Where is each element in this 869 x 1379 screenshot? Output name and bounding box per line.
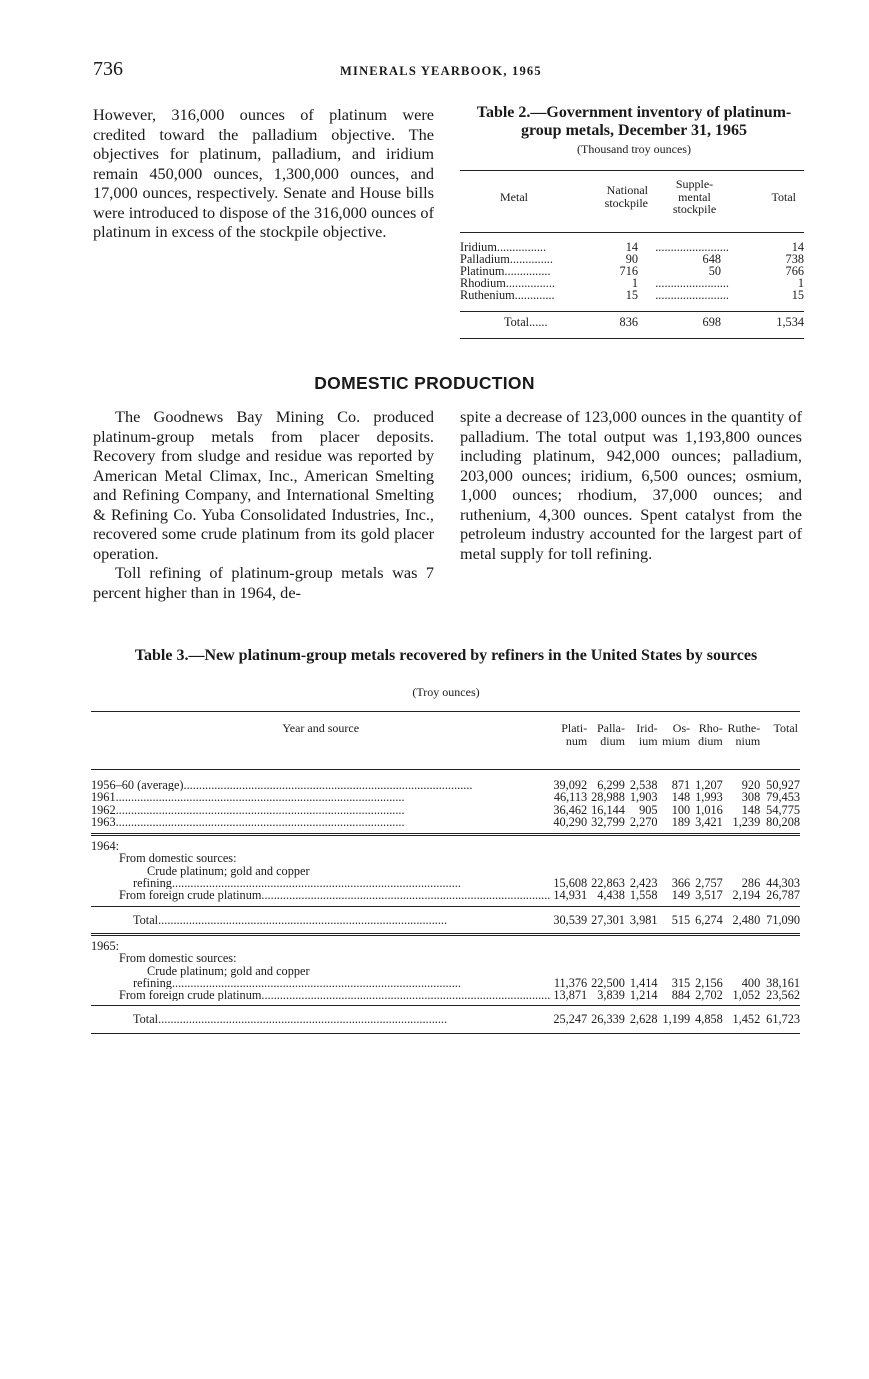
table3-label: refining.............................................................................................. (133, 976, 461, 990)
table3-value: 189 (671, 814, 691, 829)
table3-value: 54,775 (766, 802, 800, 817)
table-row (91, 804, 800, 816)
table3-value: 3,839 (597, 988, 625, 1003)
table3-value: 1,414 (629, 975, 658, 990)
production-left-column (93, 407, 434, 602)
table-row: Platinum............... 716 50 766 (460, 263, 804, 278)
table3-units: (Troy ounces) (412, 685, 480, 699)
running-title: MINERALS YEARBOOK, 1965 (340, 64, 542, 78)
table3-value: 3,981 (629, 912, 658, 927)
table3-value: 1,452 (732, 1012, 761, 1027)
table3-value: 16,144 (591, 802, 625, 817)
table3-label-text: 1961 (91, 791, 116, 804)
section-heading (0, 373, 869, 394)
table3-header-ruthenium: Ruthe- nium (727, 721, 761, 748)
table3-label: 1961.............................................................................................. (91, 791, 405, 804)
table2-total-national: 836 (568, 311, 654, 338)
table3-label-text: From foreign crude platinum (119, 989, 262, 1002)
table2-metal: Palladium (460, 252, 510, 265)
table2-national: 1 (631, 275, 638, 290)
table3-label: 1956–60 (average).............................................................................................. (91, 779, 473, 792)
table2-supplemental: ........................ (655, 276, 729, 289)
table2-total-supplemental: 698 (654, 311, 729, 338)
table3-value: 80,208 (766, 814, 800, 829)
table-row (91, 914, 800, 926)
table3-label-text: Total (133, 1013, 159, 1026)
table2-total-label: Total (504, 314, 530, 329)
table-row (91, 865, 800, 877)
table3-label: 1962.............................................................................................. (91, 803, 405, 816)
table2-supplemental: ........................ (655, 288, 729, 301)
table3-value: 884 (671, 988, 691, 1003)
table-row (91, 1013, 800, 1025)
table3-label-text: refining (133, 877, 172, 890)
table3-value: 1,016 (695, 802, 723, 817)
table2-metal: Platinum (460, 264, 505, 277)
table2-metal: Rhodium (460, 276, 506, 289)
table-row: Palladium.............. 90 648 738 (460, 251, 804, 266)
table3-value: 6,299 (597, 778, 625, 792)
table-row (91, 791, 800, 803)
table3-label: Total.............................................................................................. (133, 913, 448, 926)
table3-value: 2,538 (629, 778, 658, 792)
table3-value: 1,993 (695, 790, 723, 805)
table2-national: 716 (619, 263, 638, 278)
table-spacer (91, 770, 800, 780)
table3-value: 32,799 (591, 814, 625, 829)
table3-value: 3,421 (695, 814, 723, 829)
table3-value: 46,113 (553, 790, 588, 805)
table3-label-text: 1963 (91, 815, 116, 829)
table3-value: 3,517 (695, 888, 723, 903)
table-spacer (91, 1006, 800, 1014)
table-spacer (91, 1033, 800, 1036)
table3-value: 2,480 (732, 912, 761, 927)
table3-header-source: Year and source (282, 721, 360, 735)
table3-header-iridium: Irid- ium (636, 721, 658, 748)
table3-label: refining.............................................................................................. (133, 877, 461, 890)
table3-value: 1,903 (629, 790, 658, 805)
table2-national: 15 (625, 287, 638, 302)
table-row: Rhodium................ 1 ........................ 1 (460, 275, 804, 290)
table3-value: 400 (741, 975, 761, 990)
table2-national: 90 (625, 251, 638, 266)
table3-value: 4,438 (597, 888, 625, 903)
table3-value: 905 (639, 802, 658, 817)
table3-value: 28,988 (591, 790, 625, 805)
table3-value: 2,156 (695, 975, 723, 990)
table3-value: 1,052 (732, 988, 761, 1003)
table3-value: 22,500 (591, 975, 625, 990)
table2-national: 14 (625, 239, 638, 254)
table2-supplemental: 648 (702, 251, 721, 266)
table-spacer (91, 906, 800, 914)
table3-value: 100 (671, 802, 691, 817)
table3-value: 40,290 (553, 814, 588, 829)
table-row (91, 852, 800, 864)
table2-metal: Iridium (460, 240, 497, 253)
table3-value: 71,090 (766, 912, 800, 927)
table-row (91, 977, 800, 989)
table-row (91, 989, 800, 1001)
table3-value: 26,339 (591, 1012, 625, 1027)
table3-value: 315 (671, 975, 691, 990)
table-spacer (91, 1026, 800, 1034)
table3-value: 366 (671, 876, 691, 891)
table3-value: 30,539 (553, 912, 588, 927)
table3-value: 79,453 (766, 790, 800, 805)
table3-value: 36,462 (553, 802, 588, 817)
table3-header-total: Total (773, 721, 798, 735)
table3-value: 2,757 (695, 876, 723, 891)
table3-value: 286 (741, 876, 761, 891)
table2-total: 15 (791, 287, 804, 302)
production-paragraph-2: Toll refining of platinum-group metals was 7 percent higher than in 1964, de- (93, 563, 434, 602)
production-paragraph-continued: spite a decrease of 123,000 ounces in the quantity of palladium. The total output was 1,193,800 ounces including platinum, 942,000 ounces; palladium, 203,000 ounces; iridium, 6,500 ounces; osmium, 1,000 ounces; rhodium, 37,000 ounces; and ruthenium, 4,300 ounces. Spent catalyst from the petroleum industry accounted for the largest part of metal supply for toll refining. (460, 407, 802, 563)
table2-supplemental: 50 (708, 263, 721, 278)
table3-label: Total.............................................................................................. (133, 1013, 448, 1026)
table3-value: 2,702 (695, 988, 723, 1003)
table3-value: 13,871 (553, 988, 588, 1003)
table3-value: 308 (741, 790, 761, 805)
table-row (91, 877, 800, 889)
table3-value: 2,194 (732, 888, 761, 903)
table3-label-text: From foreign crude platinum (119, 889, 262, 902)
table3-value: 50,927 (766, 778, 800, 792)
table-row: Ruthenium............. 15 ........................ 15 (460, 287, 804, 302)
table3-value: 148 (741, 802, 761, 817)
table3-label-text: 1956–60 (average) (91, 779, 184, 792)
table2-header-metal: Metal (500, 189, 528, 204)
intro-column (93, 105, 434, 242)
table3-value: 2,628 (629, 1012, 658, 1027)
table3-value: 38,161 (766, 975, 800, 990)
table2-total-row: Total...... 836 698 1,534 (460, 311, 804, 338)
table2 (460, 170, 804, 339)
table3-value: 871 (671, 778, 691, 792)
table-row (91, 816, 800, 828)
table2-total: 14 (791, 239, 804, 254)
table3-header-palladium: Palla- dium (596, 721, 625, 748)
table3-label-text: 1962 (91, 803, 116, 816)
table3-value: 14,931 (553, 888, 588, 903)
table3-value: 22,863 (591, 876, 625, 891)
table2-total: 766 (785, 263, 804, 278)
table3-group-label: Crude platinum; gold and copper (147, 963, 310, 978)
table3-value: 148 (671, 790, 691, 805)
table2-bottom-rule (460, 338, 804, 339)
table3-value: 27,301 (591, 912, 625, 927)
table3-header-rhodium: Rho- dium (698, 721, 723, 748)
table3-value: 44,303 (766, 876, 800, 891)
table-spacer (91, 926, 800, 935)
table-row (91, 779, 800, 791)
page-number: 736 (93, 58, 123, 80)
table3-header-osmium: Os- mium (662, 721, 691, 748)
table3-value: 23,562 (766, 988, 800, 1003)
table-row (91, 952, 800, 964)
table2-total: 738 (785, 251, 804, 266)
table3-value: 26,787 (766, 888, 800, 903)
production-right-column (460, 407, 802, 563)
table3-value: 920 (741, 778, 761, 792)
table3-group-label: 1964: (91, 839, 120, 854)
table-row (91, 889, 800, 901)
table3-group-label: Crude platinum; gold and copper (147, 863, 310, 878)
table3-value: 1,207 (695, 778, 723, 792)
table3-value: 39,092 (553, 778, 588, 792)
table3-label-text: Total (133, 913, 159, 926)
table3-value: 2,270 (629, 814, 658, 829)
table3-value: 4,858 (695, 1012, 723, 1027)
table2-total-total: 1,534 (729, 311, 804, 338)
table3-value: 6,274 (695, 912, 723, 927)
table3-label: 1963.............................................................................................. (91, 815, 405, 829)
table3-value: 149 (671, 888, 691, 903)
table3-group-label: 1965: (91, 938, 120, 953)
production-paragraph-1: The Goodnews Bay Mining Co. produced platinum-group metals from placer deposits. Recovery from sludge and residue was reported by American Metal Climax, Inc., American Smelting and Refining Company, and International Smelting & Refining Co. Yuba Consolidated Industries, Inc., recovered some crude platinum from its gold placer operation. (93, 407, 434, 563)
table2-metal: Ruthenium (460, 288, 515, 301)
table3-value: 1,558 (629, 888, 658, 903)
table3-value: 1,199 (662, 1012, 691, 1027)
table3-value: 2,423 (629, 876, 658, 891)
table3 (91, 711, 800, 1036)
table3-group-label: From domestic sources: (119, 951, 237, 966)
table3-value: 1,214 (629, 988, 658, 1003)
intro-paragraph: However, 316,000 ounces of platinum were credited toward the palladium objective. The objectives for platinum, palladium, and iridium remain 450,000 ounces, 1,300,000 ounces, and 17,000 ounces, respectively. Senate and House bills were introduced to dispose of the 316,000 ounces of platinum in excess of the stockpile objective. (93, 105, 434, 241)
table3-label: From foreign crude platinum.............................................................................................. (119, 989, 551, 1002)
table3-value: 1,239 (732, 814, 761, 829)
table2-header-national: National stockpile (604, 183, 648, 210)
table3-value: 11,376 (553, 975, 588, 990)
table2-title: Table 2.—Government inventory of platinum-group metals, December 31, 1965 (476, 104, 792, 139)
table-row: Iridium................ 14 ........................ 14 (460, 239, 804, 254)
table3-label: From foreign crude platinum.............................................................................................. (119, 889, 551, 902)
table3-title: Table 3.—New platinum-group metals recovered by refiners in the United States by sources (134, 647, 758, 664)
table3-group-label: From domestic sources: (119, 851, 237, 866)
table3-value: 515 (671, 912, 691, 927)
table3-value: 15,608 (553, 876, 588, 891)
table3-value: 61,723 (766, 1012, 800, 1027)
table2-header-total: Total (771, 189, 796, 204)
table3-label-text: refining (133, 976, 172, 990)
section-heading-text: DOMESTIC PRODUCTION (314, 373, 535, 393)
table2-units: (Thousand troy ounces) (577, 142, 691, 156)
table2-total: 1 (797, 275, 804, 290)
table3-header-platinum: Plati- num (561, 721, 588, 748)
table2-header-supplemental: Supple- mental stockpile (672, 177, 717, 216)
table2-supplemental: ........................ (655, 240, 729, 253)
table-row (91, 965, 800, 977)
table3-value: 25,247 (553, 1012, 588, 1027)
